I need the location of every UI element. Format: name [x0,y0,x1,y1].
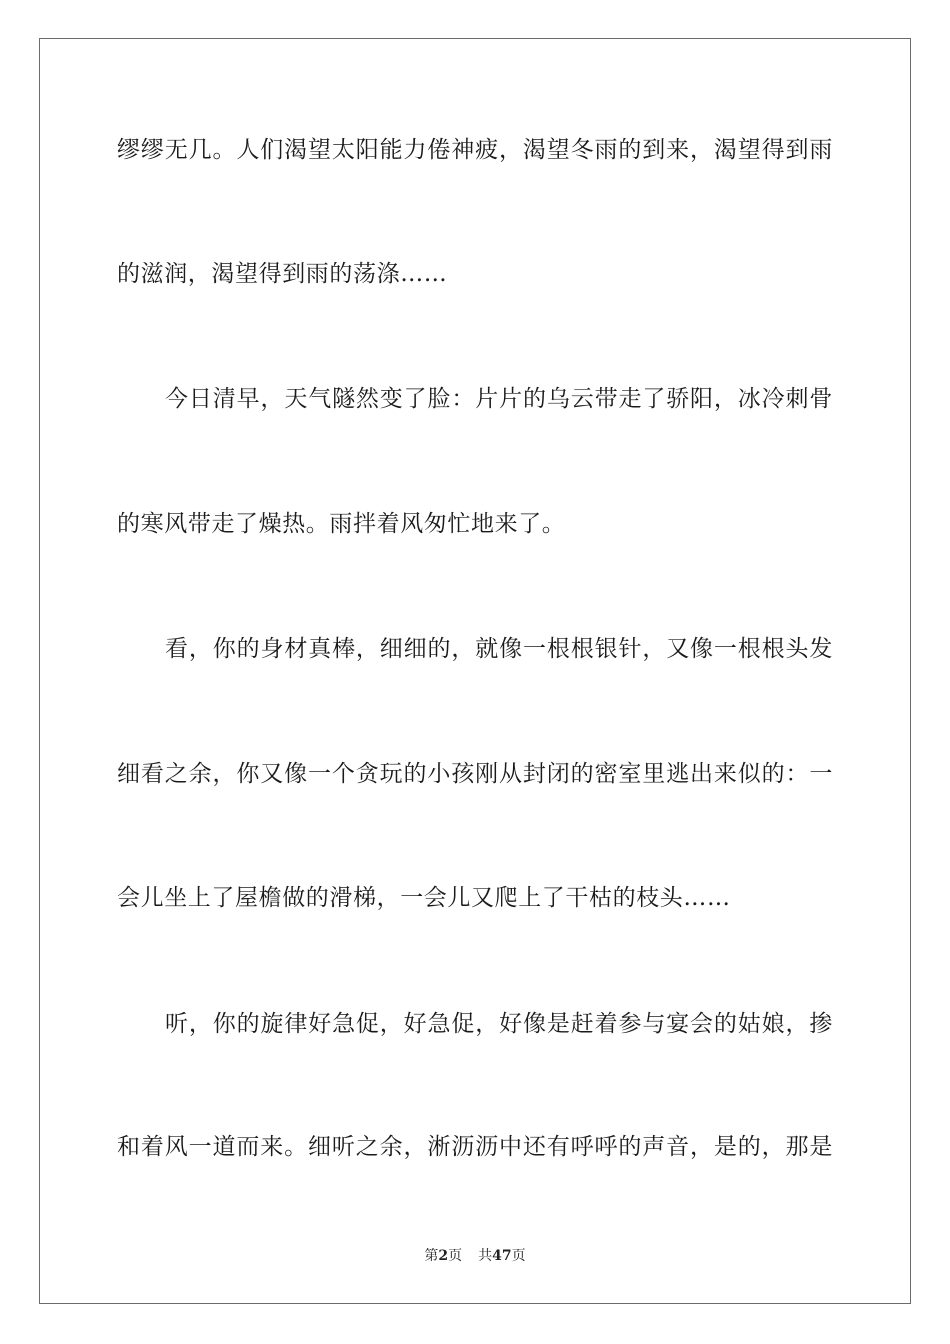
text-line-9: 和着风一道而来。细听之余，淅沥沥中还有呼呼的声音，是的，那是 [117,1134,833,1160]
page-prefix: 第 [424,1248,439,1264]
text-line-2: 的滋润，渴望得到雨的荡涤…… [117,261,448,287]
text-line-8: 听，你的旋律好急促，好急促，好像是赶着参与宴会的姑娘，掺 [165,1011,833,1037]
text-line-5: 看，你的身材真棒，细细的，就像一根根银针，又像一根根头发 [165,636,833,662]
page-current: 2 [438,1248,449,1264]
text-line-1: 缪缪无几。人们渴望太阳能力倦神疲，渴望冬雨的到来，渴望得到雨 [117,137,833,163]
page-suffix: 页 [448,1248,463,1264]
total-prefix: 共 [478,1248,493,1264]
page-total: 47 [492,1248,512,1264]
text-line-7: 会儿坐上了屋檐做的滑梯，一会儿又爬上了干枯的枝头…… [117,885,731,911]
text-line-3: 今日清早，天气隧然变了脸：片片的乌云带走了骄阳，冰冷刺骨 [165,386,833,412]
total-suffix: 页 [511,1248,526,1264]
page-footer [0,1247,950,1265]
page-border [39,38,911,1304]
text-line-4: 的寒风带走了燥热。雨拌着风匆忙地来了。 [117,511,566,537]
text-line-6: 细看之余，你又像一个贪玩的小孩刚从封闭的密室里逃出来似的：一 [117,761,833,787]
